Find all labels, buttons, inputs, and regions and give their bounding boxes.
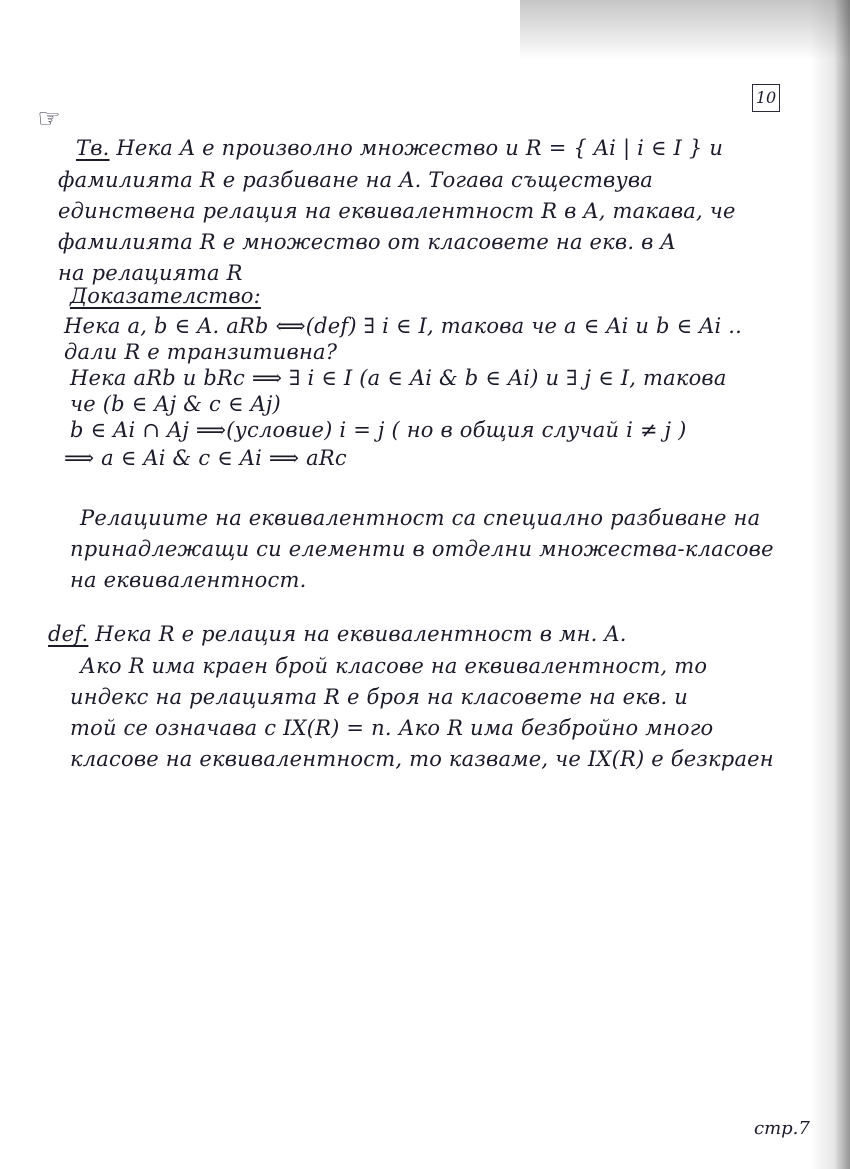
- proof-heading: Доказателство:: [70, 284, 261, 308]
- theorem-line-4: фамилията R е множество от класовете на екв. в A: [58, 230, 676, 254]
- remark-line-3: на еквивалентност.: [70, 568, 307, 592]
- proof-line-2: дали R е транзитивна?: [64, 340, 338, 364]
- definition-line-3: индекс на релацията R е броя на класовете на екв. и: [70, 685, 688, 709]
- proof-line-6: ⟹ a ∈ Ai & c ∈ Ai ⟹ aRc: [64, 446, 347, 470]
- theorem-line-5: на релацията R: [58, 261, 243, 285]
- definition-line-4: той се означава с IX(R) = n. Ако R има безбройно много: [70, 716, 714, 740]
- definition-label: def.: [48, 622, 89, 646]
- definition-text: Нека R е релация на еквивалентност в мн. A.: [95, 622, 627, 646]
- pointing-hand-icon: ☞: [37, 104, 61, 134]
- theorem-label: Тв.: [76, 136, 110, 160]
- remark-line-2: принадлежащи си елементи в отделни множества-класове: [70, 537, 774, 561]
- definition-line-2: Ако R има краен брой класове на еквивалентност, то: [80, 654, 708, 678]
- proof-line-1: Нека a, b ∈ A. aRb ⟺(def) ∃ i ∈ I, такова че a ∈ Ai и b ∈ Ai ..: [64, 314, 743, 338]
- remark-line-1: Релациите на еквивалентност са специално разбиване на: [80, 506, 761, 530]
- theorem-line-2: фамилията R е разбиване на A. Тогава съществува: [58, 168, 654, 192]
- page-number-footer: стр.7: [754, 1118, 810, 1139]
- definition-line-5: класове на еквивалентност, то казваме, че IX(R) е безкраен: [70, 747, 774, 771]
- scan-shadow-top: [520, 0, 850, 60]
- proof-line-3: Нека aRb и bRc ⟹ ∃ i ∈ I (a ∈ Ai & b ∈ Ai) и ∃ j ∈ I, такова: [70, 366, 727, 390]
- theorem-text: Нека A е произволно множество и R = { Ai | i ∈ I } и: [116, 136, 724, 160]
- scan-shadow-right: [810, 0, 850, 1169]
- theorem-line-3: единствена релация на еквивалентност R в A, такава, че: [58, 199, 736, 223]
- page-marker-box: 10: [752, 84, 780, 112]
- proof-line-5: b ∈ Ai ∩ Aj ⟹(условие) i = j ( но в общия случай i ≠ j ): [70, 418, 687, 442]
- definition-line-1: [48, 620, 627, 648]
- proof-line-4: че (b ∈ Aj & c ∈ Aj): [70, 392, 281, 416]
- theorem-line-1: [76, 134, 723, 162]
